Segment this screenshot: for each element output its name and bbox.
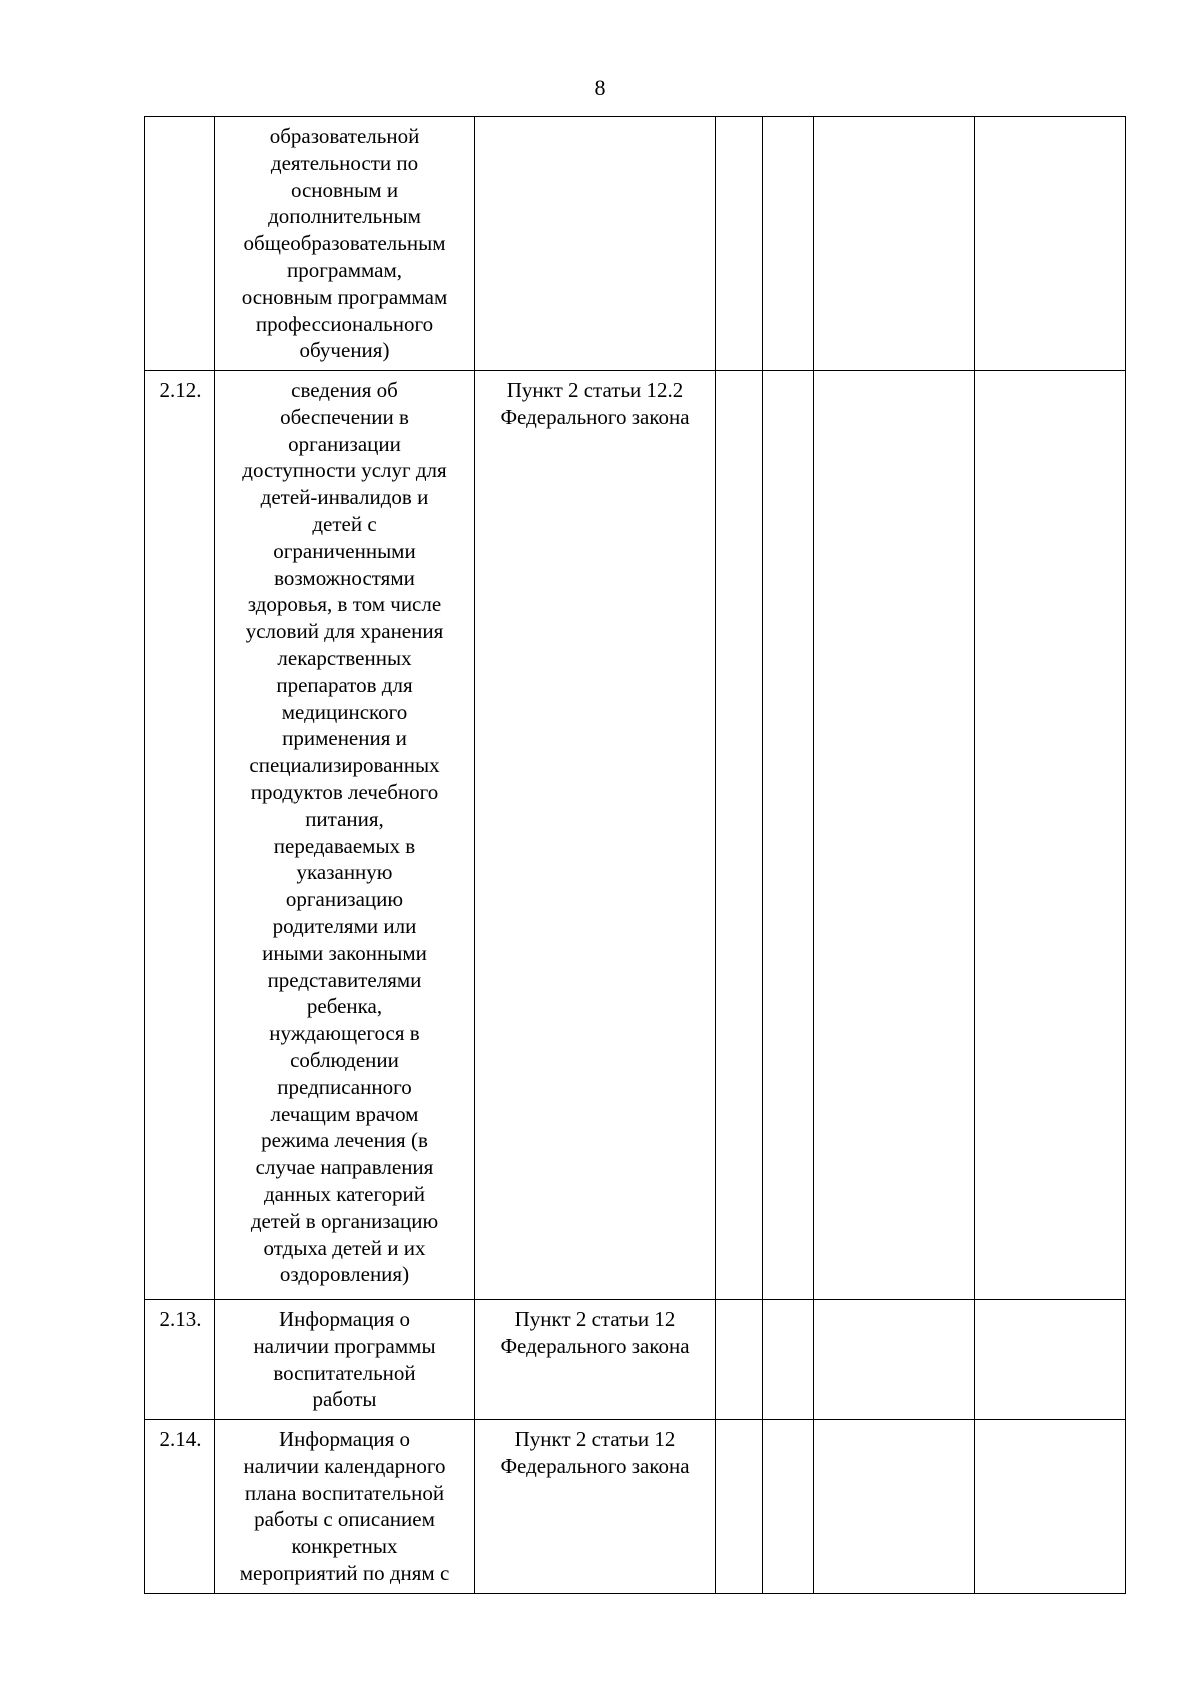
empty-cell xyxy=(814,1420,975,1594)
text-line: мероприятий по дням с xyxy=(239,1560,450,1585)
row-number-cell: 2.12. xyxy=(145,371,215,1300)
empty-cell xyxy=(814,371,975,1300)
requirement-text-cell xyxy=(215,1300,475,1420)
text-line: препаратов для xyxy=(276,672,413,697)
requirement-text-cell xyxy=(215,117,475,371)
text-line: воспитательной xyxy=(273,1360,416,1385)
text-line: иными законными xyxy=(262,940,427,965)
empty-cell xyxy=(763,1300,814,1420)
legal-basis-cell xyxy=(475,1300,716,1420)
text-line: доступности услуг для xyxy=(242,458,447,483)
text-line: передаваемых в xyxy=(273,833,416,858)
text-line: Федерального закона xyxy=(500,1333,690,1358)
table-row xyxy=(145,117,1126,371)
text-line: здоровья, в том числе xyxy=(247,592,442,617)
text-line: лечащим врачом xyxy=(270,1101,419,1126)
empty-cell xyxy=(814,117,975,371)
text-line: специализированных xyxy=(249,753,440,778)
text-line: наличии календарного xyxy=(243,1453,446,1478)
page-number: 8 xyxy=(594,75,606,100)
text-line: деятельности по xyxy=(270,150,419,175)
text-line: конкретных xyxy=(291,1534,398,1559)
text-line: представителями xyxy=(267,967,422,992)
text-line: Пункт 2 статьи 12.2 xyxy=(506,378,684,402)
text-line: детей-инвалидов и xyxy=(260,485,429,510)
text-line: соблюдении xyxy=(290,1047,399,1072)
empty-cell xyxy=(975,371,1126,1300)
legal-basis-cell xyxy=(475,1420,716,1594)
empty-cell xyxy=(716,1420,763,1594)
text-line: оздоровления) xyxy=(279,1262,410,1287)
text-line: наличии программы xyxy=(253,1333,436,1358)
text-line: профессионального xyxy=(255,311,434,336)
text-line: общеобразовательным xyxy=(243,231,446,256)
text-line: программам, xyxy=(287,257,402,282)
empty-cell xyxy=(975,1420,1126,1594)
text-line: Пункт 2 статьи 12 xyxy=(514,1307,676,1331)
text-line: режима лечения (в xyxy=(261,1128,428,1153)
text-line: лекарственных xyxy=(277,645,412,670)
text-line: медицинского xyxy=(281,699,408,724)
text-line: ребенка, xyxy=(306,994,383,1019)
legal-basis-cell xyxy=(475,371,716,1300)
text-line: обучения) xyxy=(299,338,390,363)
text-line: сведения об xyxy=(291,378,398,402)
text-line: Пункт 2 статьи 12 xyxy=(514,1427,676,1451)
empty-cell xyxy=(763,1420,814,1594)
text-line: нуждающегося в xyxy=(269,1021,420,1046)
empty-cell xyxy=(716,117,763,371)
text-line: ограниченными xyxy=(273,538,416,563)
text-line: детей в организацию xyxy=(250,1208,439,1233)
text-line: родителями или xyxy=(272,913,417,938)
text-line: указанную xyxy=(296,860,393,885)
text-line: детей с xyxy=(312,511,377,536)
text-line: Информация о xyxy=(278,1427,411,1451)
text-line: случае направления xyxy=(255,1155,434,1180)
text-line: основным программам xyxy=(241,284,448,309)
row-number-cell xyxy=(145,117,215,371)
text-line: Федерального закона xyxy=(500,404,690,429)
text-line: данных категорий xyxy=(263,1181,426,1206)
text-line: применения и xyxy=(282,726,407,751)
table-row xyxy=(145,1300,1126,1420)
text-line: обеспечении в xyxy=(280,404,409,429)
empty-cell xyxy=(975,117,1126,371)
table-row xyxy=(145,371,1126,1300)
text-line: организацию xyxy=(285,887,404,912)
text-line: Информация о xyxy=(278,1307,411,1331)
text-line: предписанного xyxy=(277,1074,412,1099)
text-line: образовательной xyxy=(269,124,420,148)
empty-cell xyxy=(763,117,814,371)
empty-cell xyxy=(716,1300,763,1420)
legal-basis-cell xyxy=(475,117,716,371)
text-line: работы с описанием xyxy=(254,1507,435,1532)
requirement-text-cell xyxy=(215,1420,475,1594)
text-line: плана воспитательной xyxy=(244,1480,445,1505)
row-number-cell: 2.13. xyxy=(145,1300,215,1420)
row-number-cell: 2.14. xyxy=(145,1420,215,1594)
table-row xyxy=(145,1420,1126,1594)
text-line: работы xyxy=(312,1387,377,1412)
text-line: дополнительным xyxy=(268,204,421,229)
text-line: питания, xyxy=(305,806,384,831)
text-line: организации xyxy=(288,431,401,456)
requirements-table xyxy=(144,116,1126,1594)
empty-cell xyxy=(716,371,763,1300)
empty-cell xyxy=(814,1300,975,1420)
text-line: условий для хранения xyxy=(245,619,444,644)
text-line: возможностями xyxy=(274,565,415,590)
text-line: отдыха детей и их xyxy=(263,1235,426,1260)
text-line: продуктов лечебного xyxy=(250,779,439,804)
empty-cell xyxy=(975,1300,1126,1420)
empty-cell xyxy=(763,371,814,1300)
text-line: основным и xyxy=(290,177,399,202)
requirement-text-cell xyxy=(215,371,475,1300)
text-line: Федерального закона xyxy=(500,1453,690,1478)
